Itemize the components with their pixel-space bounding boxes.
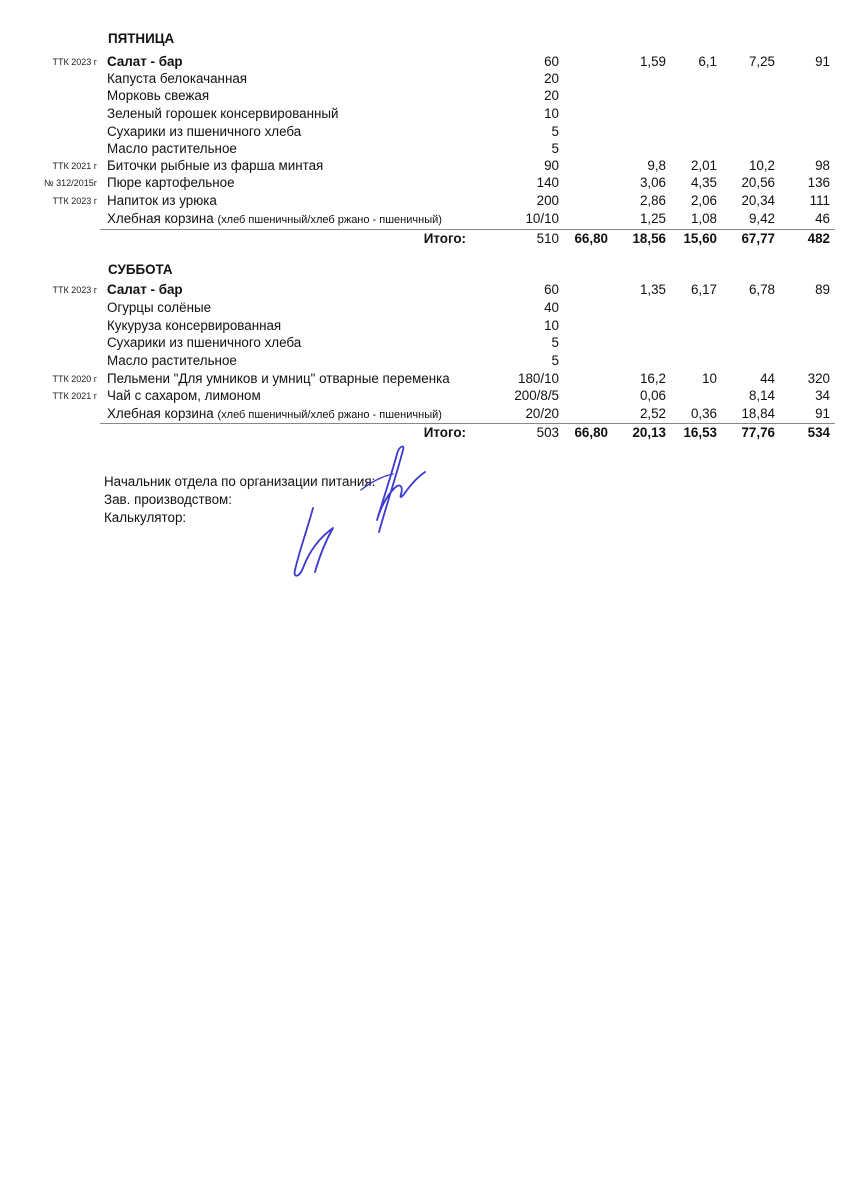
total-protein: 20,13 [632, 425, 666, 440]
total-label: Итого: [423, 231, 466, 246]
dish-carbs: 8,14 [748, 388, 775, 403]
handwritten-signature [285, 440, 435, 585]
ingredient-name: Кукуруза консервированная [107, 318, 282, 333]
ttk-code: ТТК 2023 г [52, 196, 97, 206]
ingredient-name: Капуста белокачанная [107, 71, 248, 86]
dish-protein: 9,8 [647, 158, 666, 173]
dish-note: (хлеб пшеничный/хлеб ржано - пшеничный) [217, 214, 442, 226]
menu-row [0, 387, 849, 405]
dish-name: Салат - бар [107, 54, 183, 69]
sig-head-of-catering: Начальник отдела по организации питания: [104, 474, 376, 489]
ingredient-qty: 5 [551, 124, 559, 139]
dish-protein: 1,35 [639, 282, 666, 297]
dish-name: Напиток из урюка [107, 193, 217, 208]
dish-name: Хлебная корзина [107, 406, 214, 421]
menu-row [0, 105, 849, 123]
sig-calculator: Калькулятор: [104, 510, 187, 525]
dish-qty: 180/10 [518, 371, 559, 386]
dish-carbs: 7,25 [748, 54, 775, 69]
ingredient-qty: 10 [544, 106, 559, 121]
ingredient-qty: 5 [551, 141, 559, 156]
ingredient-qty: 5 [551, 353, 559, 368]
dish-fat: 2,06 [690, 193, 717, 208]
ingredient-name: Огурцы солёные [107, 300, 212, 315]
dish-carbs: 9,42 [748, 211, 775, 226]
dish-name: Салат - бар [107, 282, 183, 297]
signature-stroke [377, 447, 425, 532]
dish-carbs: 6,78 [748, 282, 775, 297]
ingredient-qty: 20 [544, 71, 559, 86]
dish-qty: 60 [544, 282, 559, 297]
ttk-code: ТТК 2021 г [52, 391, 97, 401]
dish-kcal: 320 [807, 371, 830, 386]
dish-qty: 140 [536, 175, 559, 190]
menu-row [0, 123, 849, 141]
signature-stroke [295, 508, 333, 576]
dish-note: (хлеб пшеничный/хлеб ржано - пшеничный) [217, 409, 442, 421]
total-price: 66,80 [574, 231, 608, 246]
dish-kcal: 91 [815, 54, 830, 69]
dish-name: Чай с сахаром, лимоном [107, 388, 261, 403]
total-kcal: 482 [807, 231, 830, 246]
dish-fat: 1,08 [690, 211, 717, 226]
ingredient-name: Сухарики из пшеничного хлеба [107, 335, 302, 350]
dish-carbs: 10,2 [748, 158, 775, 173]
dish-fat: 6,1 [698, 54, 717, 69]
dish-qty: 10/10 [525, 211, 559, 226]
dish-qty: 200 [536, 193, 559, 208]
dish-fat: 10 [702, 371, 717, 386]
menu-row [0, 317, 849, 335]
dish-fat: 4,35 [690, 175, 717, 190]
day-title-saturday: СУББОТА [108, 262, 173, 277]
dish-kcal: 46 [815, 211, 830, 226]
dish-name: Пельмени "Для умников и умниц" отварные переменка [107, 371, 450, 386]
ingredient-qty: 40 [544, 300, 559, 315]
dish-protein: 0,06 [639, 388, 666, 403]
dish-name: Пюре картофельное [107, 175, 235, 190]
total-fat: 16,53 [683, 425, 717, 440]
dish-qty: 90 [544, 158, 559, 173]
ttk-code: ТТК 2023 г [52, 285, 97, 295]
dish-name: Хлебная корзина [107, 211, 214, 226]
dish-protein: 16,2 [639, 371, 666, 386]
menu-row [0, 174, 849, 192]
dish-fat: 0,36 [690, 406, 717, 421]
menu-row [0, 334, 849, 352]
dish-kcal: 111 [809, 193, 830, 208]
dish-protein: 2,52 [639, 406, 666, 421]
menu-row [0, 70, 849, 88]
dish-fat: 2,01 [690, 158, 717, 173]
total-label: Итого: [423, 425, 466, 440]
ingredient-name: Зеленый горошек консервированный [107, 106, 339, 121]
menu-row [0, 281, 849, 299]
ingredient-qty: 5 [551, 335, 559, 350]
menu-row [0, 87, 849, 105]
ttk-code: № 312/2015г [44, 178, 97, 188]
dish-carbs: 20,34 [741, 193, 775, 208]
dish-name-wrap [107, 405, 442, 424]
menu-row [0, 53, 849, 71]
dish-kcal: 91 [815, 406, 830, 421]
dish-kcal: 89 [815, 282, 830, 297]
total-protein: 18,56 [632, 231, 666, 246]
menu-row [0, 352, 849, 370]
menu-row [0, 192, 849, 210]
total-qty: 510 [536, 231, 559, 246]
dish-name-wrap [107, 210, 442, 229]
dish-qty: 20/20 [525, 406, 559, 421]
dish-qty: 60 [544, 54, 559, 69]
ttk-code: ТТК 2020 г [52, 374, 97, 384]
total-price: 66,80 [574, 425, 608, 440]
dish-protein: 1,25 [639, 211, 666, 226]
dish-kcal: 34 [815, 388, 830, 403]
menu-row [0, 405, 849, 423]
total-fat: 15,60 [683, 231, 717, 246]
menu-row [0, 157, 849, 175]
dish-kcal: 98 [815, 158, 830, 173]
dish-protein: 2,86 [639, 193, 666, 208]
menu-row [0, 299, 849, 317]
ingredient-qty: 20 [544, 88, 559, 103]
total-row [0, 230, 849, 248]
dish-kcal: 136 [807, 175, 830, 190]
total-carbs: 67,77 [741, 231, 775, 246]
menu-row [0, 370, 849, 388]
menu-row [0, 210, 849, 228]
dish-carbs: 18,84 [741, 406, 775, 421]
ingredient-name: Сухарики из пшеничного хлеба [107, 124, 302, 139]
dish-carbs: 44 [760, 371, 775, 386]
dish-qty: 200/8/5 [514, 388, 559, 403]
ingredient-name: Масло растительное [107, 353, 237, 368]
ttk-code: ТТК 2023 г [52, 57, 97, 67]
ingredient-qty: 10 [544, 318, 559, 333]
dish-protein: 1,59 [639, 54, 666, 69]
dish-fat: 6,17 [690, 282, 717, 297]
ingredient-name: Масло растительное [107, 141, 237, 156]
ingredient-name: Морковь свежая [107, 88, 210, 103]
total-qty: 503 [536, 425, 559, 440]
menu-row [0, 140, 849, 158]
day-title-friday: ПЯТНИЦА [108, 31, 175, 46]
total-kcal: 534 [807, 425, 830, 440]
sig-production-manager: Зав. производством: [104, 492, 232, 507]
dish-name: Биточки рыбные из фарша минтая [107, 158, 324, 173]
dish-protein: 3,06 [639, 175, 666, 190]
total-carbs: 77,76 [741, 425, 775, 440]
dish-carbs: 20,56 [741, 175, 775, 190]
ttk-code: ТТК 2021 г [52, 161, 97, 171]
